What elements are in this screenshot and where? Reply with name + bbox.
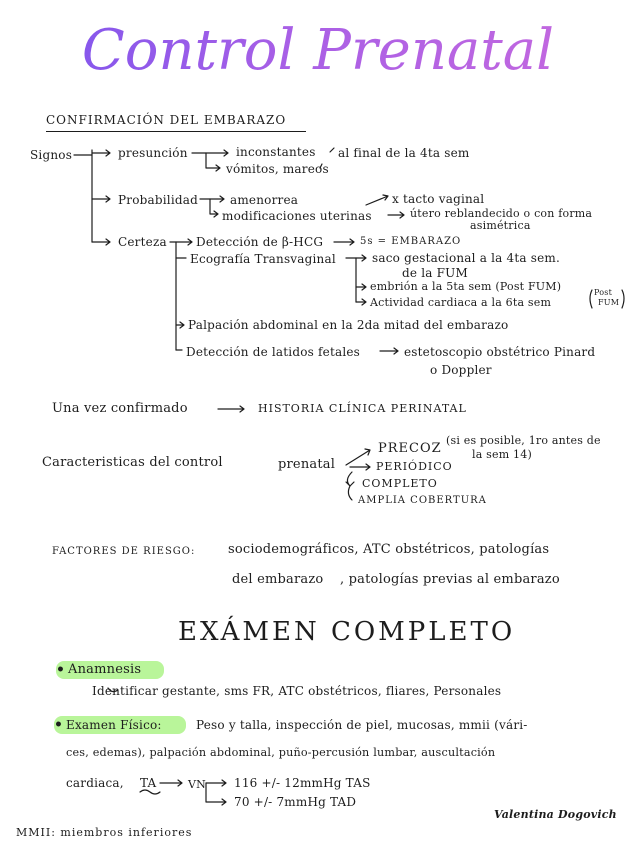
arrow-inconstantes bbox=[206, 150, 228, 156]
certeza-label: Certeza bbox=[118, 235, 167, 249]
completo-text: COMPLETO bbox=[362, 477, 438, 490]
doppler-text: o Doppler bbox=[430, 363, 492, 377]
section-heading-examen: EXÁMEN COMPLETO bbox=[178, 617, 516, 647]
palpacion-text: Palpación abdominal en la 2da mitad del embarazo bbox=[188, 318, 509, 332]
page-title: Control Prenatal bbox=[0, 16, 636, 86]
fisico-line1: Peso y talla, inspección de piel, mucosas, mmii (vári- bbox=[196, 718, 528, 732]
precoz-note: (si es posible, 1ro antes de bbox=[446, 434, 601, 447]
arrow-5s bbox=[334, 239, 354, 245]
fum-text: de la FUM bbox=[402, 266, 468, 280]
prenatal-text: prenatal bbox=[278, 457, 336, 472]
inconstantes-text: inconstantes bbox=[236, 145, 316, 159]
mmii-footnote: MMII: miembros inferiores bbox=[16, 826, 193, 839]
factores-line2b: , patologías previas al embarazo bbox=[340, 572, 560, 587]
tad-text: 70 +/- 7mmHg TAD bbox=[234, 795, 357, 809]
tas-text: 116 +/- 12mmHg TAS bbox=[234, 776, 371, 790]
embrion-text: embrión a la 5ta sem (Post FUM) bbox=[370, 280, 562, 293]
tick bbox=[320, 164, 322, 168]
caracteristicas-label: Caracteristicas del control bbox=[42, 455, 223, 470]
amenorrea-text: amenorrea bbox=[230, 193, 299, 207]
post-fum-a: Post bbox=[594, 288, 612, 297]
tick bbox=[330, 148, 334, 152]
arrow-amenorrea bbox=[200, 196, 224, 202]
saco-text: saco gestacional a la 4ta sem. bbox=[372, 251, 560, 265]
signos-label: Signos bbox=[30, 148, 73, 162]
arrow-vomitos bbox=[192, 153, 220, 171]
arrow-presuncion bbox=[92, 150, 110, 156]
bullet-dot: • bbox=[54, 717, 64, 733]
al-final-text: al final de la 4ta sem bbox=[338, 146, 470, 160]
arrow-identificar bbox=[108, 688, 118, 692]
ta-text: TA bbox=[140, 776, 157, 790]
paren-right bbox=[622, 290, 624, 308]
arrow-probabilidad bbox=[92, 196, 110, 202]
tacto-text: x tacto vaginal bbox=[392, 192, 485, 206]
arrow-periodico bbox=[350, 464, 370, 470]
bullet-dot: • bbox=[56, 662, 66, 678]
utero-text: útero reblandecido o con forma bbox=[410, 207, 593, 220]
arrow-tad bbox=[206, 783, 226, 805]
periodico-text: PERIÓDICO bbox=[376, 460, 453, 473]
post-fum-b: FUM bbox=[598, 298, 620, 307]
modificaciones-text: modificaciones uterinas bbox=[222, 209, 372, 223]
probabilidad-label: Probabilidad bbox=[118, 193, 198, 207]
fisico-line2: ces, edemas), palpación abdominal, puño-percusión lumbar, auscultación bbox=[66, 746, 496, 759]
arrow-actividad bbox=[356, 299, 366, 305]
examen-fisico-label: Examen Físico: bbox=[66, 718, 162, 732]
factores-line2a: del embarazo bbox=[232, 572, 324, 587]
cardiaca-text: cardiaca, bbox=[66, 776, 124, 790]
signature: Valentina Dogovich bbox=[494, 808, 617, 821]
estetoscopio-text: estetoscopio obstétrico Pinard bbox=[404, 345, 596, 359]
factores-label: FACTORES DE RIESGO: bbox=[52, 546, 196, 557]
cinco-sem-text: 5s = EMBARAZO bbox=[360, 236, 462, 247]
arrow-palpacion bbox=[176, 322, 184, 328]
squiggle bbox=[140, 790, 160, 794]
amplia-text: AMPLIA COBERTURA bbox=[358, 495, 487, 506]
precoz-note2: la sem 14) bbox=[472, 448, 532, 461]
arrow-precoz bbox=[346, 449, 370, 465]
una-vez-text: Una vez confirmado bbox=[52, 401, 188, 416]
ecografia-text: Ecografía Transvaginal bbox=[190, 252, 336, 266]
asimetrica-text: asimétrica bbox=[470, 219, 531, 232]
arrow-completo bbox=[346, 472, 354, 486]
section-heading-confirmacion: CONFIRMACIÓN DEL EMBARAZO bbox=[46, 113, 287, 127]
paren-left bbox=[590, 290, 592, 308]
identificar-text: Identificar gestante, sms FR, ATC obstétricos, fliares, Personales bbox=[92, 684, 502, 698]
arrow-tacto bbox=[366, 195, 388, 205]
arrow-utero bbox=[388, 212, 404, 218]
historia-clinica-text: HISTORIA CLÍNICA PERINATAL bbox=[258, 402, 467, 415]
arrow-certeza bbox=[92, 239, 110, 245]
latidos-text: Detección de latidos fetales bbox=[186, 345, 361, 359]
arrow-estetoscopio bbox=[380, 348, 398, 354]
presuncion-label: presunción bbox=[118, 146, 188, 160]
factores-line1: sociodemográficos, ATC obstétricos, patologías bbox=[228, 542, 550, 557]
vn-text: VN bbox=[188, 778, 206, 791]
vomitos-text: vómitos, mareos bbox=[226, 162, 329, 176]
arrow-historia bbox=[218, 406, 244, 412]
precoz-text: PRECOZ bbox=[378, 441, 442, 456]
arrow-deteccion bbox=[170, 239, 192, 245]
arrow-embrion bbox=[356, 284, 366, 290]
anamnesis-label: Anamnesis bbox=[68, 662, 142, 677]
deteccion-text: Detección de β-HCG bbox=[196, 235, 324, 249]
actividad-text: Actividad cardiaca a la 6ta sem bbox=[370, 296, 552, 309]
arrow-tas bbox=[206, 780, 226, 786]
arrow-modificaciones bbox=[210, 199, 218, 217]
curve-amplia bbox=[348, 486, 352, 500]
arrow-vn bbox=[160, 780, 182, 786]
